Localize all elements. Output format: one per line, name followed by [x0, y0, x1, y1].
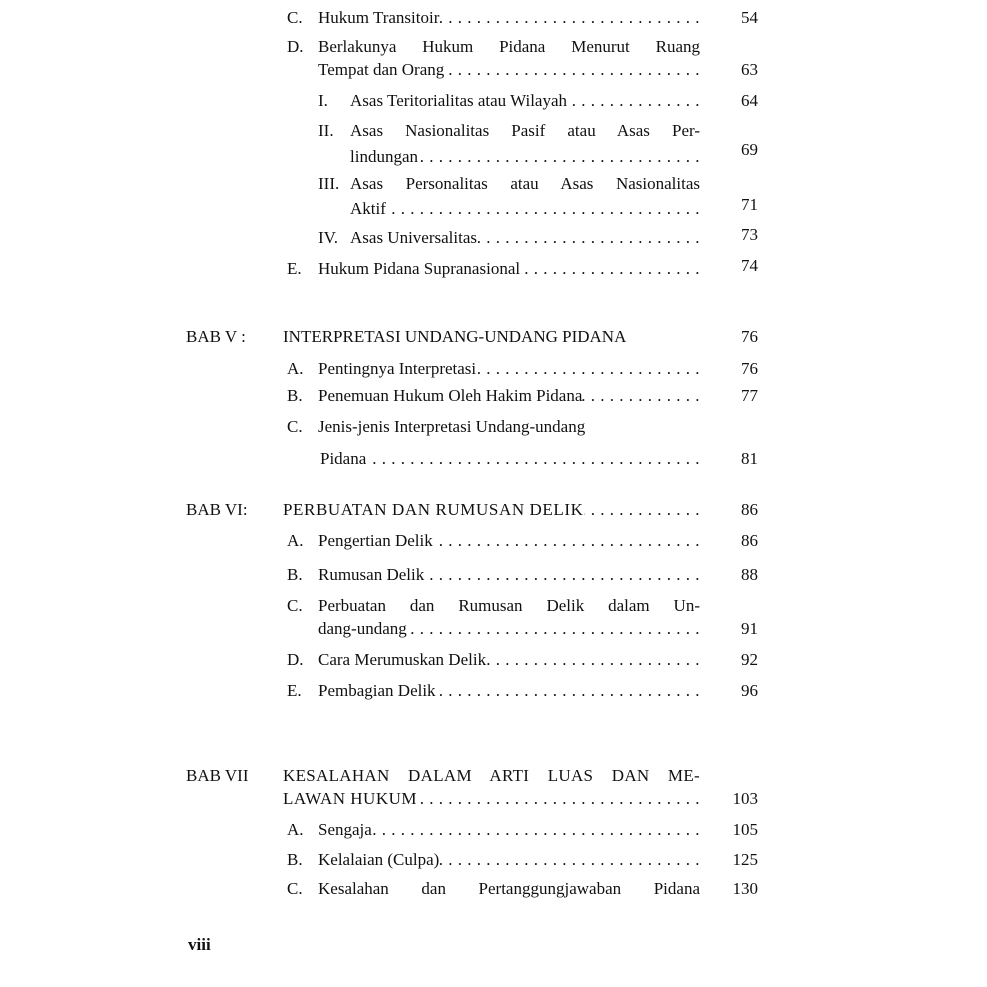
entry-title: Hukum Pidana Supranasional [318, 259, 521, 278]
page-number: 76 [741, 359, 758, 378]
entry-title: Pentingnya Interpretasi [318, 359, 477, 378]
toc-entry [0, 878, 987, 900]
entry-label: C. [287, 879, 303, 898]
page-number: 103 [732, 789, 758, 808]
entry-title: dang-undang [318, 619, 407, 638]
entry-title: lindungan [350, 147, 418, 166]
entry-label: B. [287, 386, 303, 405]
entry-title: Asas Universalitas [350, 228, 478, 247]
toc-entry [0, 36, 987, 58]
entry-title: Asas Teritorialitas atau Wilayah [350, 91, 568, 110]
entry-title: Sengaja [318, 820, 372, 839]
entry-title: Aktif [350, 199, 386, 218]
chapter-title: PERBUATAN DAN RUMUSAN DELIK [283, 500, 584, 519]
toc-entry-continuation [0, 59, 987, 81]
toc-entry [0, 680, 987, 702]
entry-title: Kesalahan dan Pertanggungjawaban Pidana [318, 879, 700, 898]
entry-label: A. [287, 531, 304, 550]
page-number: 73 [741, 225, 758, 244]
page-number: 86 [741, 500, 758, 519]
chapter-title: KESALAHAN DALAM ARTI LUAS DAN ME- [283, 766, 700, 785]
page-folio: viii [188, 935, 211, 954]
entry-title: Rumusan Delik [318, 565, 425, 584]
page-number: 76 [741, 327, 758, 346]
page-number: 64 [741, 91, 758, 110]
toc-entry [0, 7, 987, 29]
toc-entry [0, 530, 987, 552]
page-number: 125 [732, 850, 758, 869]
page-number: 69 [741, 140, 758, 159]
chapter-label: BAB VI: [186, 500, 248, 519]
page-number: 54 [741, 8, 758, 27]
entry-title: Penemuan Hukum Oleh Hakim Pidana [318, 386, 583, 405]
page-number: 91 [741, 619, 758, 638]
entry-title: Berlakunya Hukum Pidana Menurut Ruang [318, 37, 700, 56]
page-number: 77 [741, 386, 758, 405]
entry-title: Kelalaian (Culpa) [318, 850, 440, 869]
toc-entry [0, 358, 987, 380]
toc-entry-continuation [0, 196, 987, 218]
page-number: 86 [741, 531, 758, 550]
entry-label: IV. [318, 228, 338, 247]
toc-entry [0, 416, 987, 438]
toc-entry [0, 819, 987, 841]
page-number: 130 [732, 879, 758, 898]
chapter-label: BAB VII [186, 766, 249, 785]
entry-title: Pidana [320, 449, 367, 468]
toc-entry [0, 564, 987, 586]
entry-title: Tempat dan Orang [318, 60, 445, 79]
entry-label: A. [287, 359, 304, 378]
toc-entry-continuation [0, 618, 987, 640]
chapter-heading [0, 765, 987, 787]
toc-entry-continuation [0, 140, 987, 166]
toc-entry [0, 120, 987, 142]
entry-title: Pengertian Delik [318, 531, 433, 550]
page-number: 81 [741, 449, 758, 468]
entry-label: C. [287, 596, 303, 615]
page-number: 88 [741, 565, 758, 584]
toc-entry [0, 227, 987, 249]
entry-label: A. [287, 820, 304, 839]
toc-entry [0, 173, 987, 195]
entry-label: D. [287, 37, 304, 56]
entry-label: E. [287, 259, 302, 278]
entry-label: D. [287, 650, 304, 669]
entry-label: C. [287, 417, 303, 436]
entry-title: Hukum Transitoir [318, 8, 440, 27]
toc-entry [0, 649, 987, 671]
page-number: 71 [741, 195, 758, 214]
chapter-title: LAWAN HUKUM [283, 789, 417, 808]
entry-label: B. [287, 565, 303, 584]
chapter-heading-continuation [0, 788, 987, 810]
chapter-title: INTERPRETASI UNDANG-UNDANG PIDANA [283, 327, 627, 346]
entry-label: II. [318, 121, 334, 140]
page-number: 63 [741, 60, 758, 79]
entry-title: Perbuatan dan Rumusan Delik dalam Un- [318, 596, 700, 615]
entry-label: III. [318, 174, 340, 193]
toc-entry [0, 258, 987, 280]
page-number: 96 [741, 681, 758, 700]
chapter-heading [0, 499, 987, 521]
entry-title: Asas Personalitas atau Asas Nasionalitas [350, 174, 700, 193]
entry-label: E. [287, 681, 302, 700]
toc-entry [0, 849, 987, 871]
chapter-label: BAB V : [186, 327, 246, 346]
entry-label: I. [318, 91, 328, 110]
entry-title: Cara Merumuskan Delik [318, 650, 487, 669]
entry-title: Pembagian Delik [318, 681, 436, 700]
toc-entry [0, 90, 987, 112]
toc-entry [0, 595, 987, 617]
entry-title: Jenis-jenis Interpretasi Undang-undang [318, 417, 586, 436]
page-number: 74 [741, 256, 758, 275]
entry-title: Asas Nasionalitas Pasif atau Asas Per- [350, 121, 700, 140]
page-number: 92 [741, 650, 758, 669]
chapter-heading [0, 326, 987, 348]
entry-label: C. [287, 8, 303, 27]
entry-label: B. [287, 850, 303, 869]
toc-entry-continuation [0, 448, 987, 470]
toc-entry [0, 385, 987, 407]
page-number: 105 [732, 820, 758, 839]
